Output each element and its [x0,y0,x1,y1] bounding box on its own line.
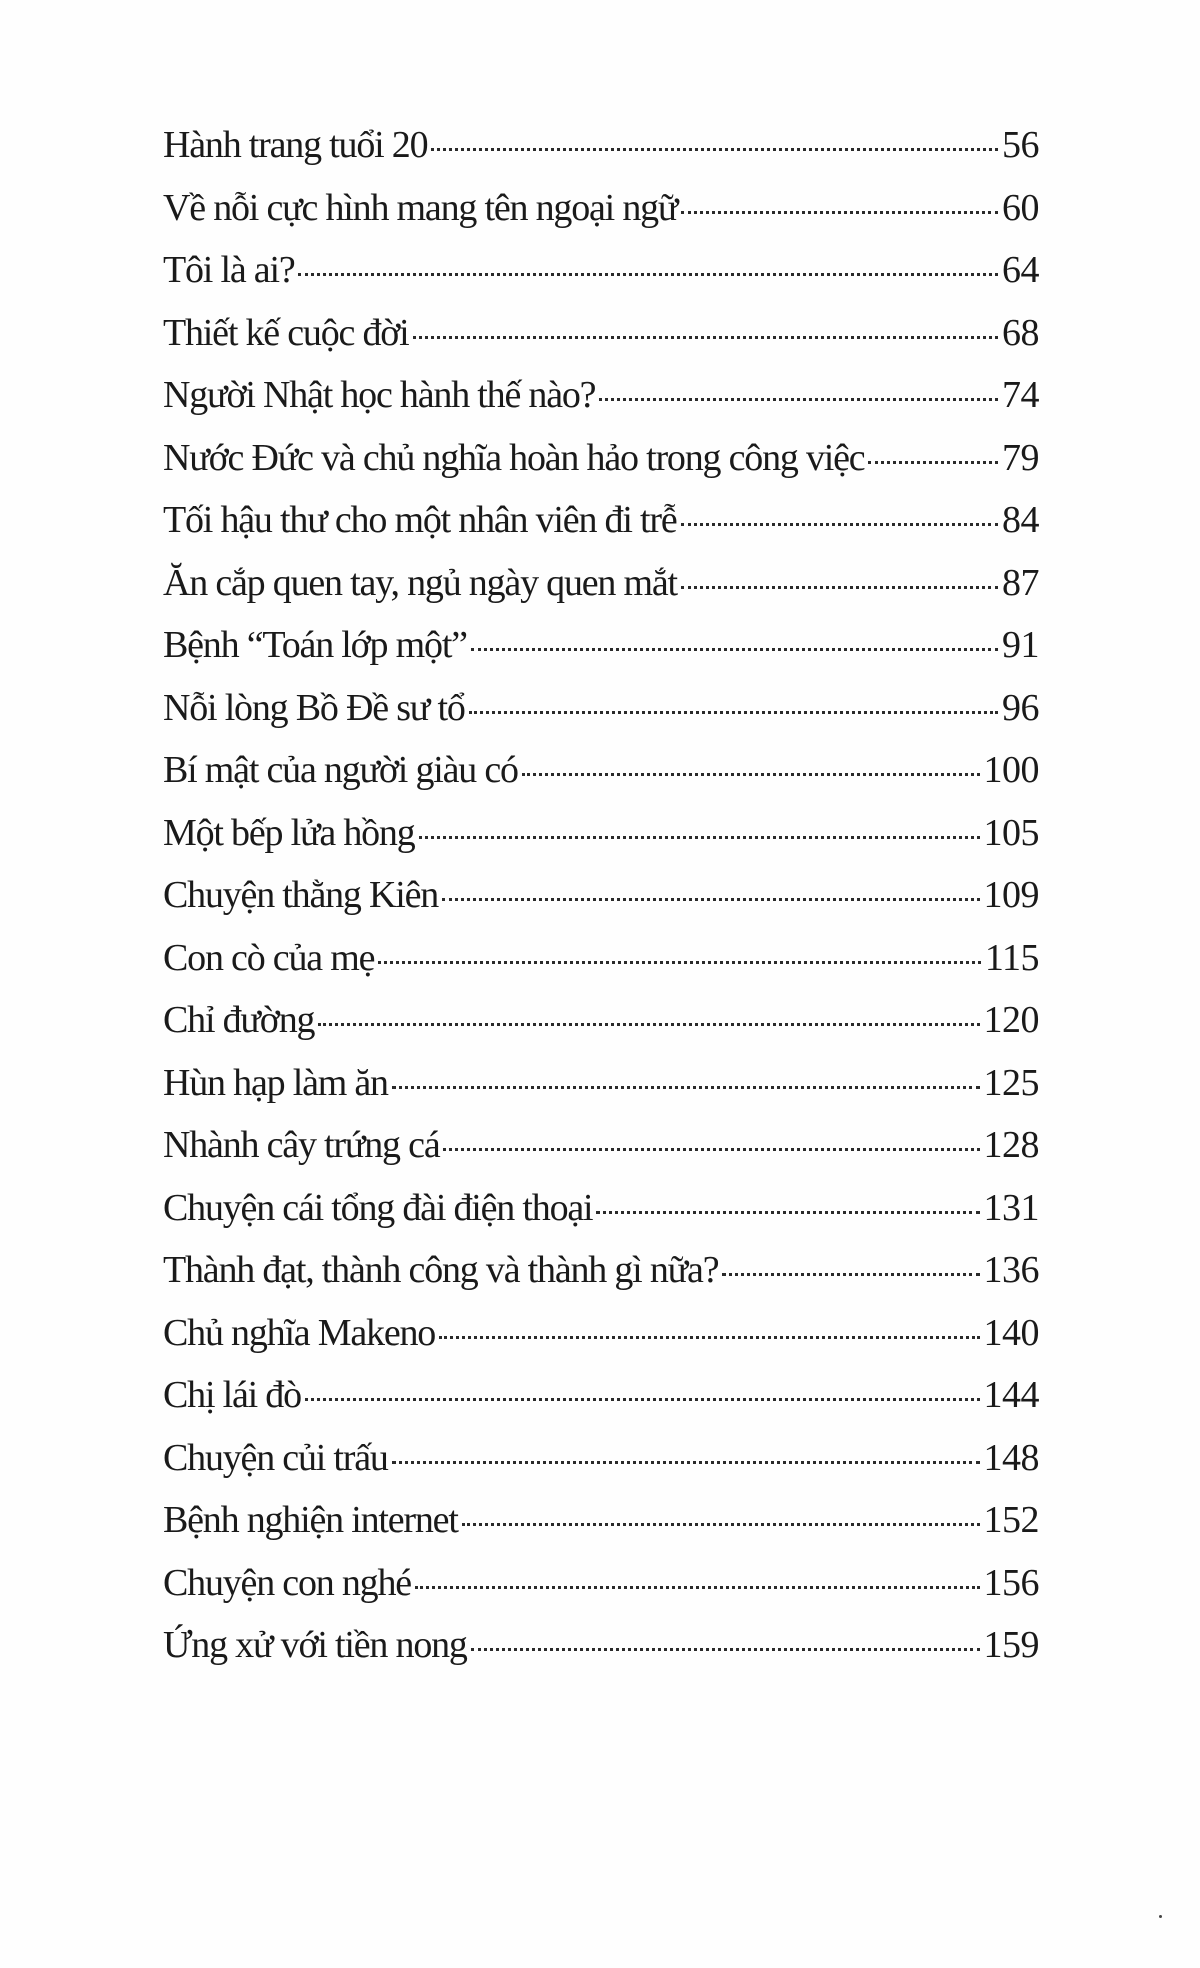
dot-leader [439,1336,979,1339]
toc-entry-title: Chỉ đường [163,999,315,1041]
dot-leader [431,148,998,151]
dot-leader [462,1523,980,1526]
dot-leader [681,586,998,589]
dot-leader [599,398,998,401]
toc-list [163,114,1039,1677]
toc-entry [163,927,1039,990]
toc-entry [163,989,1039,1052]
toc-entry [163,1052,1039,1115]
toc-entry-title: Tôi là ai? [163,249,295,291]
toc-entry [163,1364,1039,1427]
toc-entry [163,1114,1039,1177]
toc-entry-page: 79 [1002,436,1039,479]
toc-entry-page: 74 [1002,374,1039,416]
toc-entry-page: 140 [983,1311,1039,1354]
toc-entry [163,364,1039,427]
toc-entry-page: 152 [983,1499,1039,1541]
toc-entry-title: Nhành cây trứng cá [163,1124,440,1166]
toc-entry-title: Chuyện thằng Kiên [163,874,439,916]
dot-leader [305,1398,980,1401]
toc-entry-page: 125 [983,1061,1039,1104]
toc-entry [163,1427,1039,1490]
toc-entry-page: 148 [983,1436,1039,1479]
toc-entry [163,1302,1039,1365]
dot-leader [868,461,998,464]
toc-entry-title: Về nỗi cực hình mang tên ngoại ngữ [163,186,678,229]
dot-leader [469,711,998,714]
print-speck [1159,1915,1162,1918]
toc-entry-title: Một bếp lửa hồng [163,811,415,854]
toc-entry [163,1614,1039,1677]
toc-entry-title: Bí mật của người giàu có [163,749,518,791]
toc-entry-page: 56 [1002,124,1039,166]
dot-leader [596,1211,979,1214]
toc-entry [163,114,1039,177]
toc-entry-title: Chuyện cái tổng đài điện thoại [163,1186,593,1229]
dot-leader [415,1586,980,1589]
toc-entry-title: Chuyện củi trấu [163,1436,388,1479]
toc-entry-title: Chuyện con nghé [163,1561,411,1604]
dot-leader [378,961,981,964]
dot-leader [443,1148,979,1151]
toc-entry-title: Thiết kế cuộc đời [163,311,409,354]
toc-entry-page: 100 [983,749,1039,791]
toc-entry [163,552,1039,615]
toc-entry-page: 105 [983,811,1039,854]
toc-entry-page: 109 [983,874,1039,916]
toc-entry-page: 84 [1002,499,1039,541]
toc-entry-page: 131 [983,1186,1039,1229]
toc-entry-page: 120 [983,999,1039,1041]
toc-entry [163,302,1039,365]
toc-entry-title: Bệnh nghiện internet [163,1499,458,1541]
toc-entry [163,239,1039,302]
toc-entry [163,177,1039,240]
dot-leader [471,1648,980,1651]
dot-leader [722,1273,979,1276]
dot-leader [681,523,999,526]
toc-entry [163,802,1039,865]
dot-leader [392,1461,980,1464]
toc-entry-page: 64 [1002,249,1039,291]
toc-entry-title: Nỗi lòng Bồ Đề sư tổ [163,686,465,729]
dot-leader [318,1023,979,1026]
toc-entry-page: 96 [1002,686,1039,729]
toc-entry-title: Tối hậu thư cho một nhân viên đi trễ [163,499,677,541]
dot-leader [522,773,980,776]
dot-leader [419,836,980,839]
toc-entry-title: Hùn hạp làm ăn [163,1061,388,1104]
dot-leader [392,1086,980,1089]
toc-entry-page: 136 [983,1249,1039,1291]
toc-entry-page: 144 [983,1374,1039,1416]
dot-leader [681,211,998,214]
toc-entry [163,614,1039,677]
dot-leader [298,273,998,276]
toc-entry [163,1489,1039,1552]
toc-entry-title: Chị lái đò [163,1374,301,1416]
toc-entry [163,1239,1039,1302]
toc-entry [163,1552,1039,1615]
toc-entry [163,1177,1039,1240]
toc-entry-page: 159 [983,1624,1039,1666]
toc-entry-title: Hành trang tuổi 20 [163,124,428,166]
toc-entry-title: Bệnh “Toán lớp một” [163,624,467,666]
toc-entry-page: 87 [1002,561,1039,604]
toc-entry [163,739,1039,802]
toc-entry-title: Ứng xử với tiền nong [163,1624,467,1666]
toc-entry [163,489,1039,552]
toc-entry-title: Con cò của mẹ [163,936,375,979]
toc-entry-title: Nước Đức và chủ nghĩa hoàn hảo trong công việc [163,436,865,479]
dot-leader [471,648,998,651]
toc-entry-title: Người Nhật học hành thế nào? [163,374,596,416]
toc-entry-page: 91 [1002,624,1039,666]
toc-entry [163,677,1039,740]
toc-entry [163,427,1039,490]
toc-entry-title: Thành đạt, thành công và thành gì nữa? [163,1249,719,1291]
dot-leader [413,336,998,339]
toc-entry-title: Chủ nghĩa Makeno [163,1311,436,1354]
toc-entry-page: 60 [1002,186,1039,229]
toc-entry-page: 68 [1002,311,1039,354]
toc-entry-page: 156 [983,1561,1039,1604]
toc-entry [163,864,1039,927]
dot-leader [442,898,979,901]
toc-entry-title: Ăn cắp quen tay, ngủ ngày quen mắt [163,561,677,604]
toc-entry-page: 128 [983,1124,1039,1166]
toc-entry-page: 115 [984,936,1039,979]
